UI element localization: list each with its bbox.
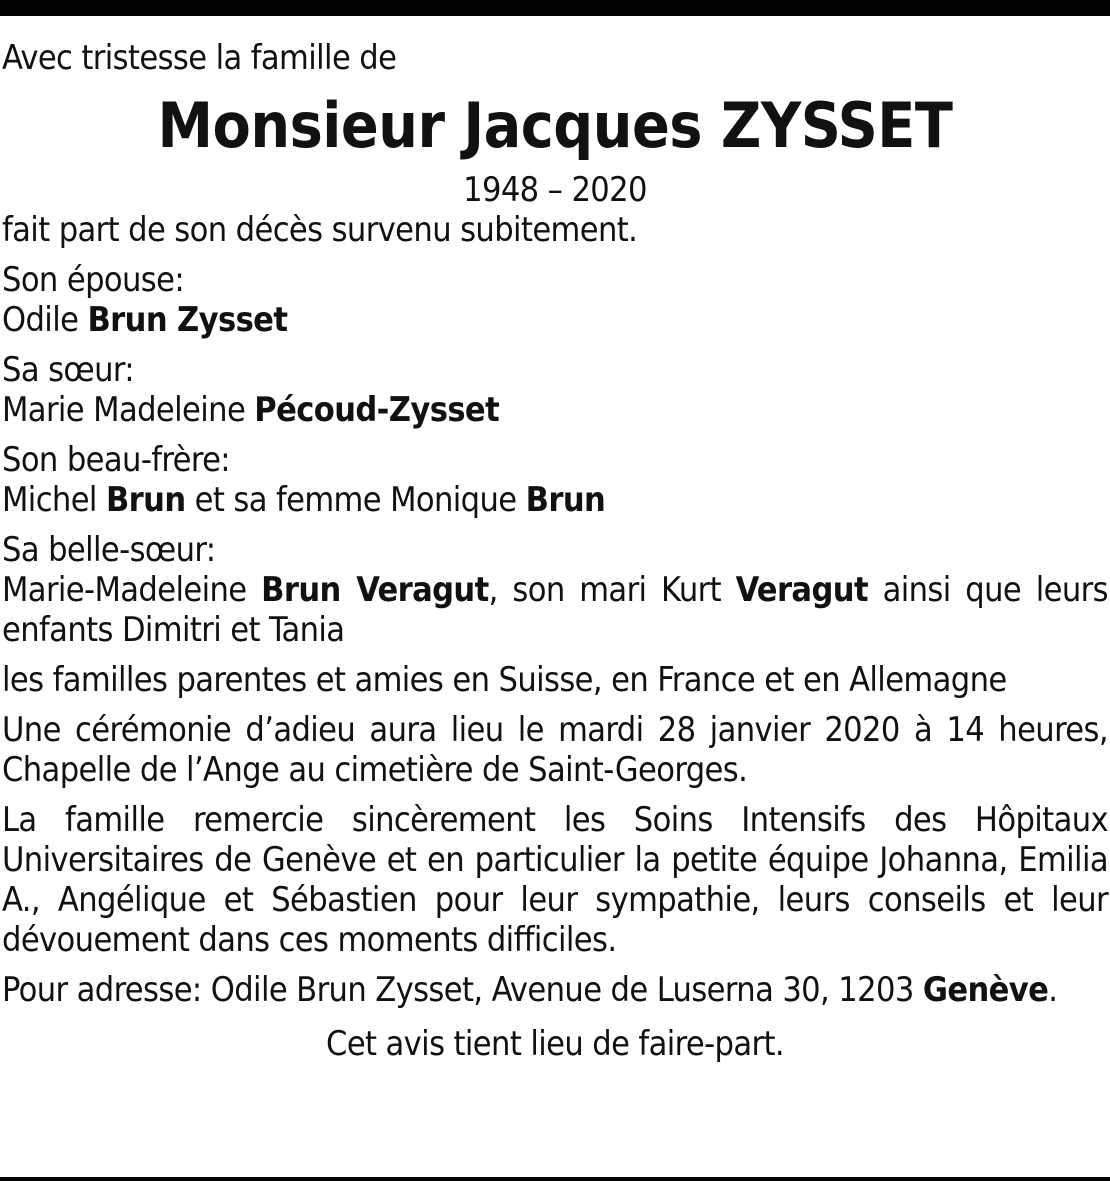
address-line [2, 970, 1108, 1010]
brother-in-law-first-name: Michel [2, 480, 106, 520]
sister-in-law-last-name: Brun Veragut [261, 570, 489, 610]
top-rule [0, 0, 1110, 16]
life-years: 1948 – 2020 [463, 170, 647, 210]
sister-in-law-name [2, 570, 1108, 650]
sister-first-name: Marie Madeleine [2, 390, 255, 430]
obituary-notice [2, 38, 1108, 1064]
sister-block [2, 350, 1108, 430]
spouse-last-name: Brun Zysset [87, 300, 288, 340]
spouse-name [2, 300, 1108, 340]
spouse-label: Son épouse: [2, 260, 185, 300]
intro-line: Avec tristesse la famille de [2, 38, 397, 78]
sister-in-law-children-text: ainsi que leurs enfants Dimitri et Tania [2, 570, 1108, 650]
deceased-name: Monsieur Jacques ZYSSET [157, 89, 953, 162]
bottom-rule [0, 1177, 1110, 1181]
sister-in-law-husband-last-name: Veragut [735, 570, 868, 610]
closing-line: Cet avis tient lieu de faire-part. [326, 1024, 784, 1064]
brother-in-law-last-name: Brun [105, 480, 186, 520]
sister-in-law-first-name: Marie-Madeleine [2, 570, 262, 610]
sister-name [2, 390, 1108, 430]
announcement-line: fait part de son décès survenu subitement. [2, 210, 638, 250]
sister-in-law-label: Sa belle-sœur: [2, 530, 216, 570]
sister-last-name: Pécoud-Zysset [254, 390, 500, 430]
ceremony-paragraph: Une cérémonie d’adieu aura lieu le mardi 28 janvier 2020 à 14 heures, Chapelle de l’Ange au cimetière de Saint-Georges. [2, 710, 1108, 790]
brother-in-law-label: Son beau-frère: [2, 440, 231, 480]
families-line: les familles parentes et amies en Suisse, en France et en Allemagne [2, 660, 1007, 700]
address-text: Pour adresse: Odile Brun Zysset, Avenue de Luserna 30, 1203 [2, 970, 923, 1010]
brother-in-law-name [2, 480, 1108, 520]
brother-in-law-spouse-last-name: Brun [525, 480, 606, 520]
thanks-paragraph: La famille remercie sincèrement les Soins Intensifs des Hôpitaux Universitaires de Genève et en particulier la petite équipe Johanna, Emilia A., Angélique et Sébastien pour leur sympathie, leurs conseils et leur dévouement dans ces moments difficiles. [2, 800, 1108, 960]
spouse-block [2, 260, 1108, 340]
sister-label: Sa sœur: [2, 350, 134, 390]
brother-in-law-block [2, 440, 1108, 520]
sister-in-law-husband-text: , son mari Kurt [488, 570, 736, 610]
spouse-first-name: Odile [2, 300, 88, 340]
brother-in-law-spouse-text: et sa femme Monique [185, 480, 526, 520]
sister-in-law-block [2, 530, 1108, 650]
address-end: . [1048, 970, 1058, 1010]
address-city: Genève [922, 970, 1049, 1010]
